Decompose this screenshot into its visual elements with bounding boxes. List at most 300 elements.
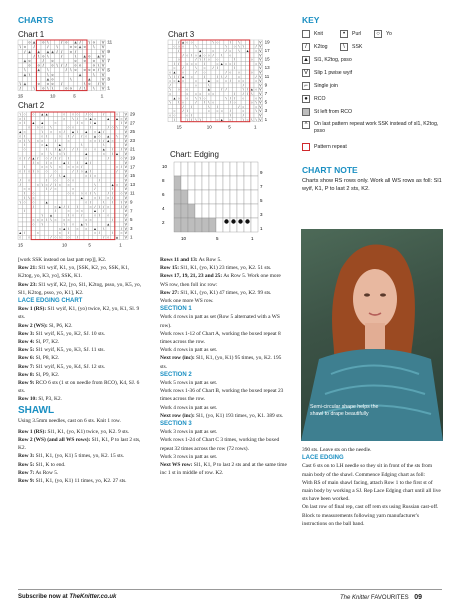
chart-symbol: ○ (107, 213, 110, 218)
chart-symbol: \ (84, 86, 86, 91)
chart-cell (23, 77, 28, 82)
chart-cell (49, 143, 53, 147)
chart-cell (115, 187, 119, 191)
chart-symbol: / (191, 117, 193, 122)
chart-symbol: \ (33, 86, 35, 91)
chart-symbol: V (259, 91, 262, 96)
chart-cell (182, 66, 189, 71)
chart-cell (169, 83, 176, 88)
chart-cell (62, 213, 66, 217)
chart-symbol: ○ (19, 235, 22, 240)
chart-symbol: ○ (19, 138, 22, 143)
edging-cell (209, 162, 216, 176)
row-number: 7 (264, 91, 268, 97)
chart-symbol: \ (97, 63, 100, 68)
chart-symbol: ○ (58, 130, 61, 135)
chart-cell (40, 209, 44, 213)
chart-cell (87, 63, 92, 68)
chart-cell (62, 134, 66, 138)
chart-symbol: ○ (88, 81, 91, 86)
chart-symbol: ○ (89, 204, 92, 209)
chart-symbol: / (112, 196, 114, 201)
chart-symbol: / (255, 44, 257, 49)
chart-symbol: \ (255, 100, 257, 105)
chart-cell (237, 57, 241, 61)
chart-cell (49, 191, 53, 195)
chart-cell (168, 49, 172, 53)
v-icon: V (303, 70, 308, 76)
chart-symbol: ▲ (220, 117, 224, 122)
chart-cell (181, 92, 185, 96)
chart-symbol: / (50, 187, 52, 192)
chart-cell (115, 209, 119, 213)
edging-cell (188, 176, 195, 190)
chart-symbol: ○ (51, 63, 54, 68)
chart-cell (190, 87, 194, 91)
chart-symbol: ○ (19, 134, 22, 139)
chart-symbol: \ (195, 96, 197, 101)
chart-cell (41, 77, 46, 82)
chart-symbol: ▲ (93, 121, 97, 126)
chart-cell (50, 165, 57, 170)
chart-symbol: ○ (67, 125, 70, 130)
chart-cell (220, 96, 224, 100)
chart-symbol: \ (199, 117, 201, 122)
chart-cell (102, 134, 106, 138)
chart-cell (49, 112, 53, 116)
chart-cell (75, 200, 79, 204)
chart-cell (115, 191, 119, 195)
chart-cell (80, 160, 84, 164)
chart-cell (23, 54, 28, 59)
chart-cell (80, 231, 84, 235)
chart-cell (115, 218, 119, 222)
chart-cell (62, 209, 66, 213)
chart-cell (22, 204, 26, 208)
chart-cell (106, 152, 110, 156)
edging-cell (174, 162, 181, 176)
chart-cell (36, 72, 41, 77)
chart-symbol: ○ (182, 79, 185, 84)
chart-symbol: ○ (250, 57, 253, 62)
chart-symbol: ○ (36, 218, 39, 223)
chart-cell (27, 116, 31, 120)
chart-cell (49, 196, 53, 200)
chart-cell (84, 125, 88, 129)
edging-cell (209, 204, 216, 218)
chart-symbol: ○ (71, 112, 75, 117)
chart-cell (220, 40, 224, 44)
chart-cell (64, 49, 69, 54)
chart-symbol: ○ (194, 79, 197, 84)
chart-symbol: \ (225, 96, 227, 101)
chart-cell (241, 53, 245, 57)
chart-cell (181, 62, 185, 66)
chart-symbol: ○ (36, 231, 39, 236)
chart-cell (190, 57, 197, 62)
chart-symbol: / (50, 156, 52, 161)
chart-cell (66, 121, 70, 125)
chart-cell (32, 77, 37, 82)
chart-symbol: / (32, 204, 34, 209)
chart-symbol: ○ (41, 165, 44, 170)
chart-cell (85, 222, 92, 227)
chart-cell (55, 40, 60, 45)
chart-cell (211, 70, 215, 74)
chart-symbol: / (225, 87, 227, 92)
chart2-title: Chart 2 (18, 101, 45, 110)
chart-cell (75, 125, 79, 129)
chart-cell (31, 147, 35, 151)
chart-symbol: / (76, 121, 78, 126)
chart-symbol: / (225, 48, 227, 53)
chart-cell (80, 200, 84, 204)
chart-symbol: ○ (83, 45, 86, 50)
chart-symbol: / (61, 40, 63, 45)
chart-cell (73, 86, 78, 91)
chart-symbol: ○ (237, 74, 240, 79)
chart-symbol: ○ (67, 182, 70, 187)
chart-cell (75, 182, 79, 186)
chart-cell (22, 235, 26, 239)
chart-symbol: ○ (28, 40, 31, 45)
chart-cell (44, 152, 48, 156)
chart-cell (23, 40, 31, 45)
chart-cell (41, 72, 46, 77)
column-3: 390 sts. Leave sts on the needle. LACE EDGING Cast 6 sts on to LH needle so they sit in front of the sts from main body of the shawl. Commence Edging chart as foll: With RS of main shawl facing, attach Row 1 to the first st of main body by working a SJ. Rep Lace Edging chart until all live sts have been worked. On last row of final rep, cast off rem sts using Russian cast-off. Block to measurements following yarn manufacturer's instructions on the ball band. (302, 446, 444, 528)
chart-symbol: / (242, 91, 244, 96)
chart-cell (23, 63, 31, 68)
chart-symbol: V (259, 113, 262, 118)
chart-symbol: ○ (190, 40, 193, 45)
chart-cell (44, 231, 48, 235)
chart-cell (102, 125, 106, 129)
chart-cell (215, 113, 219, 117)
chart-cell (87, 58, 92, 63)
chart-symbol: ○ (76, 165, 79, 170)
chart-cell (71, 226, 75, 230)
chart-cell (245, 96, 249, 100)
edging-cell (195, 204, 202, 218)
chart-cell (19, 178, 26, 183)
chart-symbol: \ (90, 121, 92, 126)
chart-cell (215, 49, 219, 53)
chart-symbol: ○ (225, 61, 228, 66)
chart-symbol: ○ (74, 58, 77, 63)
chart-symbol: ○ (76, 226, 79, 231)
chart-symbol: ○ (54, 235, 57, 240)
edging-cell (174, 204, 181, 218)
chart-symbol: / (24, 49, 26, 54)
rco-dot (245, 219, 249, 223)
chart-cell (41, 213, 48, 218)
chart-cell (62, 156, 66, 160)
chart-cell (250, 105, 254, 109)
chart-cell (93, 160, 97, 164)
chart-symbol: ○ (169, 113, 172, 118)
chart-cell (110, 130, 114, 134)
chart-cell (190, 44, 197, 49)
chart-symbol: / (195, 57, 197, 62)
column-number: 1 (100, 93, 104, 99)
chart-symbol: ○ (23, 187, 26, 192)
chart-symbol: ○ (28, 63, 31, 68)
chart-symbol: / (90, 174, 92, 179)
chart-cell (177, 117, 181, 121)
chart-cell (53, 226, 57, 230)
chart-cell (202, 113, 206, 117)
chart-symbol: ○ (32, 196, 35, 201)
chart-cell (224, 105, 228, 109)
chart-cell (62, 187, 66, 191)
chart-symbol: ○ (216, 40, 219, 45)
row-number: 19 (130, 155, 136, 161)
chart-symbol: V (101, 72, 105, 77)
chart-cell (18, 226, 22, 230)
chart-cell (245, 40, 249, 44)
chart-cell (220, 70, 224, 74)
chart-cell (88, 134, 92, 138)
chart-cell (64, 72, 69, 77)
chart-cell (190, 66, 197, 71)
chart-cell (73, 81, 78, 86)
chart-symbol: ○ (41, 125, 44, 130)
chart-cell (53, 130, 57, 134)
chart-cell (241, 49, 245, 53)
chart-cell (212, 53, 219, 58)
chart-cell (69, 81, 74, 86)
chart-cell (172, 92, 176, 96)
chart-symbol: ○ (42, 40, 45, 45)
edging-cell (216, 176, 223, 190)
edging-cell (237, 204, 244, 218)
chart-symbol: ○ (76, 112, 79, 117)
chart-symbol: ○ (186, 40, 189, 45)
chart-symbol: ▲ (207, 87, 211, 92)
chart-cell (27, 152, 31, 156)
chart-cell (46, 58, 54, 63)
key-last-repeat: ^ On last pattern repeat work SSK instead of sl1, K2tog, psso (302, 121, 442, 135)
chart-cell (250, 109, 254, 113)
row-number: 11 (264, 73, 270, 79)
chart-symbol: ○ (93, 130, 97, 135)
chart-symbol: ○ (220, 109, 223, 114)
chart-cell (66, 196, 70, 200)
chart-cell (233, 40, 240, 45)
chart-cell (241, 100, 245, 104)
chart-cell (168, 57, 172, 61)
chart-cell (18, 218, 22, 222)
chart-cell (241, 40, 245, 44)
chart-cell (27, 218, 31, 222)
chart-cell (115, 143, 119, 147)
chart-symbol: / (90, 191, 92, 196)
chart-cell (107, 156, 114, 161)
edging-cell (202, 176, 209, 190)
chart-symbol: \ (24, 68, 26, 73)
chart-symbol: \ (103, 143, 105, 148)
chart-cell (106, 218, 110, 222)
chart-cell (115, 130, 119, 134)
chart-symbol: / (204, 74, 206, 79)
chart-symbol: ○ (115, 182, 119, 187)
chart-symbol: ▲ (106, 134, 110, 139)
chart-symbol: V (259, 40, 262, 45)
chart-cell (97, 121, 101, 125)
chart-symbol: ○ (74, 45, 77, 50)
chart-symbol: ○ (207, 91, 210, 96)
chart-symbol: ○ (255, 48, 258, 53)
lace-edging-heading: LACE EDGING (302, 455, 344, 462)
chart-cell (40, 147, 44, 151)
chart-symbol: / (97, 81, 100, 86)
chart-cell (245, 105, 249, 109)
edging-cell (251, 204, 258, 218)
chart-symbol: / (191, 104, 193, 109)
chart-cell (116, 134, 123, 139)
chart-cell (82, 77, 87, 82)
chart-symbol: ○ (212, 100, 215, 105)
chart-cell (80, 152, 84, 156)
chart-cell (59, 86, 64, 91)
chart-cell (58, 213, 62, 217)
chart-cell (71, 156, 75, 160)
row-number: 3 (264, 108, 268, 114)
edging-cell (174, 176, 181, 190)
chart-symbol: ○ (85, 116, 88, 121)
chart-cell (84, 138, 88, 142)
chart-symbol: / (24, 169, 26, 174)
chart-cell (96, 72, 101, 77)
chart-cell (18, 196, 22, 200)
chart-symbol: / (212, 53, 214, 58)
edging-cell (244, 204, 251, 218)
chart-cell (119, 152, 123, 156)
row-number: 13 (264, 65, 270, 71)
chart-symbol: ○ (92, 63, 96, 68)
chart-cell (84, 187, 88, 191)
chart-cell (62, 200, 66, 204)
chart-symbol: ▲ (110, 182, 115, 187)
chart-symbol: ▲ (62, 160, 66, 165)
chart-symbol: / (81, 213, 83, 218)
chart-cell (87, 49, 92, 54)
row-number: 27 (130, 120, 136, 126)
chart-symbol: / (46, 178, 48, 183)
chart-symbol: ○ (242, 96, 245, 101)
chart-cell (71, 209, 75, 213)
chart-cell (58, 209, 62, 213)
chart-symbol: \ (173, 61, 175, 66)
chart-symbol: ○ (67, 218, 70, 223)
chart-cell (211, 96, 215, 100)
chart-symbol: V (259, 109, 262, 114)
chart-symbol: V (259, 48, 262, 53)
chart-symbol: / (182, 53, 184, 58)
chart-symbol: \ (255, 109, 257, 114)
chart-cell (106, 182, 110, 186)
chart-cell (40, 174, 44, 178)
chart-symbol: / (61, 54, 63, 59)
chart-cell (62, 143, 66, 147)
chart-cell (106, 187, 110, 191)
chart-cell (36, 152, 40, 156)
chart-cell (237, 109, 241, 113)
section-3-heading: SECTION 3 (160, 421, 192, 428)
chart-symbol: ○ (186, 96, 189, 101)
chart-symbol: \ (24, 121, 26, 126)
chart-symbol: / (255, 74, 257, 79)
chart-cell (44, 204, 48, 208)
chart-symbol: ○ (190, 61, 193, 66)
chart-cell (53, 196, 57, 200)
chart-symbol: V (101, 68, 105, 73)
chart-cell (31, 130, 35, 134)
chart-symbol: ○ (65, 40, 68, 45)
chart-cell (207, 66, 211, 70)
chart-cell (27, 165, 31, 169)
chart-cell (207, 49, 211, 53)
chart-symbol: / (229, 109, 231, 114)
chart-cell (97, 169, 101, 173)
chart-symbol: ○ (107, 196, 110, 201)
chart-cell (80, 116, 84, 120)
chart-cell (202, 87, 206, 91)
chart-symbol: ○ (88, 68, 91, 73)
edging-cell (223, 204, 230, 218)
chart-symbol: ○ (194, 91, 197, 96)
edging-cell (251, 176, 258, 190)
chart-cell (119, 130, 123, 134)
chart-cell (58, 169, 62, 173)
chart-cell (202, 79, 206, 83)
chart-cell (211, 87, 215, 91)
chart-symbol: / (37, 156, 39, 161)
chart-cell (198, 66, 202, 70)
chart-symbol: V (124, 121, 127, 126)
chart-symbol: ▲ (31, 156, 36, 161)
chart-cell (172, 105, 176, 109)
chart-symbol: V (101, 45, 105, 50)
chart-cell (71, 231, 75, 235)
chart-symbol: / (54, 147, 56, 152)
key-heading: KEY (302, 15, 320, 25)
chart-symbol: \ (199, 96, 201, 101)
chart-symbol: ▲ (93, 209, 97, 214)
chart-symbol: ▲ (46, 77, 50, 82)
chart-cell (207, 74, 211, 78)
chart-cell (18, 222, 22, 226)
chart-symbol: ○ (78, 63, 82, 68)
chart-symbol: ○ (27, 235, 31, 240)
chart-cell (49, 209, 53, 213)
chart-cell (220, 83, 224, 87)
chart-symbol: / (54, 138, 56, 143)
chart-cell (245, 53, 249, 57)
chart-symbol: / (61, 63, 63, 68)
chart-symbol: \ (47, 40, 49, 45)
chart-cell (66, 174, 70, 178)
chart-symbol: \ (68, 156, 70, 161)
chart-symbol: ○ (120, 231, 123, 236)
rco-dot (231, 219, 235, 223)
chart-symbol: ▲ (32, 40, 36, 45)
chart-symbol: ○ (54, 218, 57, 223)
chart-symbol: / (79, 86, 81, 91)
chart-symbol: \ (120, 200, 122, 205)
edging-row-number: 2 (162, 220, 165, 225)
chart-symbol: / (19, 178, 21, 183)
